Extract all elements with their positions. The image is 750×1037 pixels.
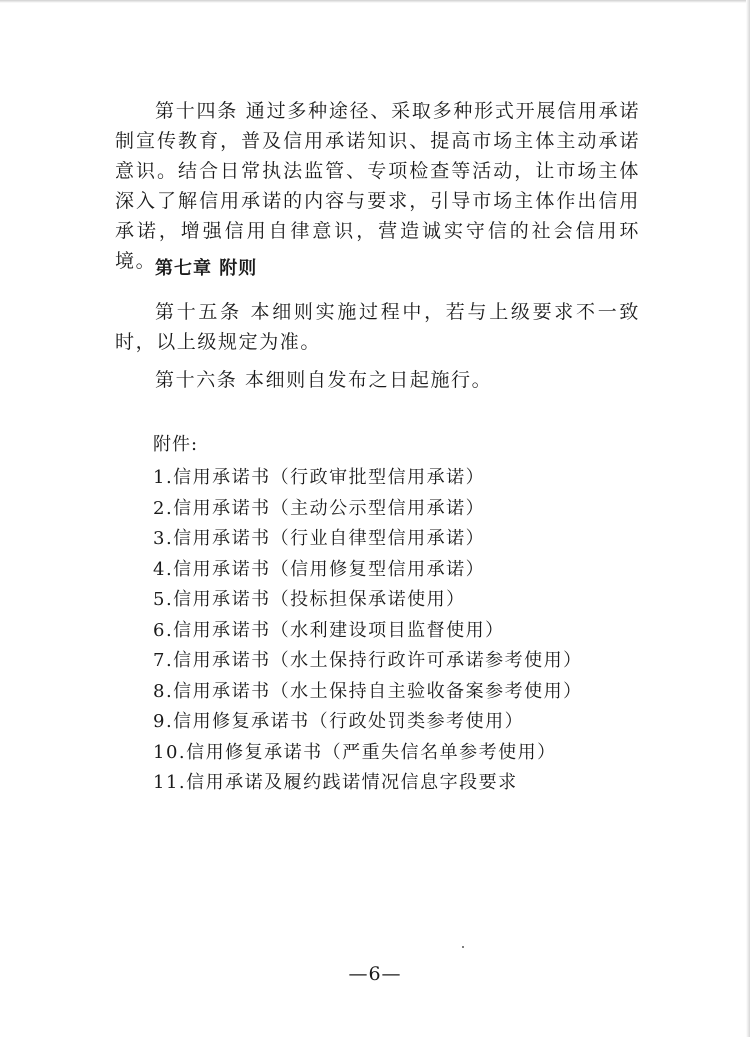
attachments-list [153, 463, 583, 799]
attachment-item: 7.信用承诺书（水土保持行政许可承诺参考使用） [153, 650, 583, 671]
attachment-item: 2.信用承诺书（主动公示型信用承诺） [153, 497, 486, 519]
scan-edge-top [0, 0, 750, 3]
scan-edge-right [746, 0, 750, 1037]
chapter-heading: 第七章 附则 [155, 258, 258, 279]
attachment-item: 10.信用修复承诺书（严重失信名单参考使用） [153, 741, 557, 763]
scan-dot-mark [462, 946, 464, 948]
attachment-item: 5.信用承诺书（投标担保承诺使用） [153, 589, 466, 610]
attachment-item: 3.信用承诺书（行业自律型信用承诺） [153, 528, 486, 549]
attachment-item: 4.信用承诺书（信用修复型信用承诺） [153, 558, 486, 580]
attachments-title: 附件: [153, 434, 199, 455]
page-number: —6— [348, 963, 402, 985]
article-16-paragraph: 第十六条 本细则自发布之日起施行。 [155, 369, 493, 391]
attachment-item: 8.信用承诺书（水土保持自主验收备案参考使用） [153, 680, 583, 702]
attachment-item: 9.信用修复承诺书（行政处罚类参考使用） [153, 711, 525, 732]
article-15-paragraph: 第十五条 本细则实施过程中，若与上级要求不一致时，以上级规定为准。 [115, 301, 640, 353]
attachment-item: 11.信用承诺及履约践诺情况信息字段要求 [153, 772, 518, 793]
article-14-paragraph: 第十四条 通过多种途径、采取多种形式开展信用承诺制宣传教育，普及信用承诺知识、提高市场主体主动承诺意识。结合日常执法监管、专项检查等活动，让市场主体深入了解信用承诺的内容与要求，引导市场主体作出信用承诺，增强信用自律意识，营造诚实守信的社会信用环境。 [115, 100, 640, 272]
attachment-item: 1.信用承诺书（行政审批型信用承诺） [153, 467, 486, 488]
attachment-item: 6.信用承诺书（水利建设项目监督使用） [153, 619, 505, 641]
